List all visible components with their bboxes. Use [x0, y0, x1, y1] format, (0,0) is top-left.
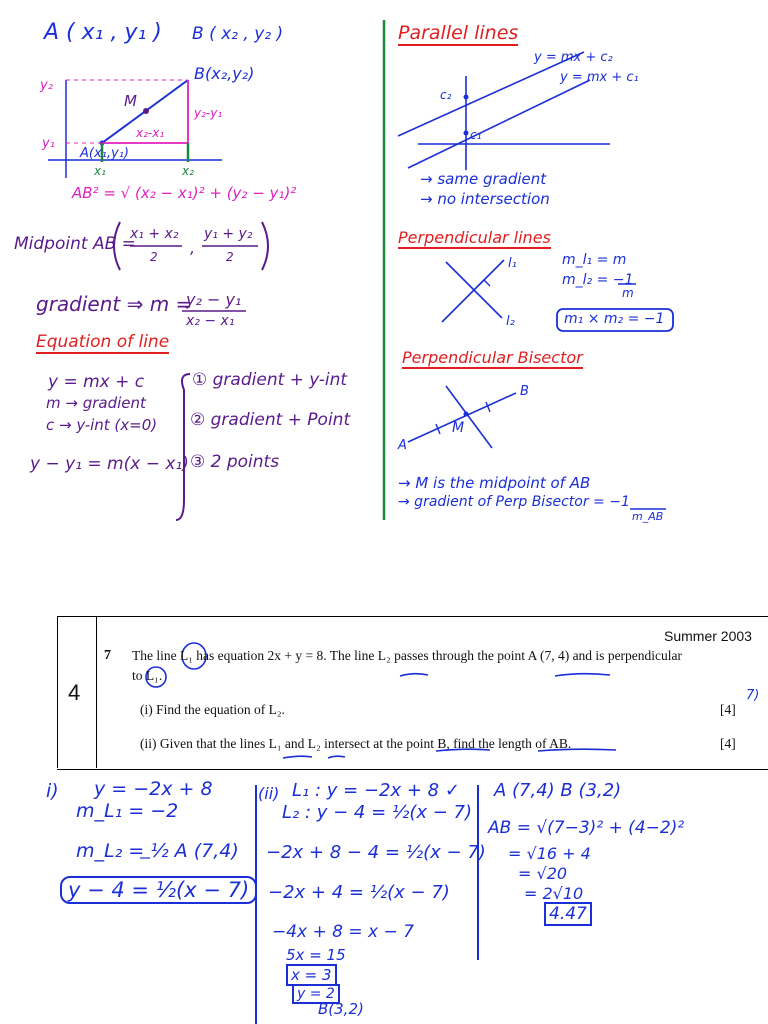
diagram-b-label: B(x₂,y₂) — [194, 64, 255, 83]
diagram-x2-label: x₂ — [182, 164, 194, 178]
question-part-ii: (ii) Given that the lines L₁ and L₂ intersect at the point B, find the length of AB. — [140, 736, 572, 751]
perp-product: m₁ × m₂ = −1 — [564, 311, 665, 327]
working-iii-step-3: = 2√10 — [524, 884, 584, 903]
coord-a-label: A ( x₁ , y₁ ) — [44, 20, 162, 45]
method-2: ② gradient + Point — [190, 410, 351, 430]
method-1: ① gradient + y-int — [192, 370, 348, 390]
working-ii-line-2: L₂ : y − 4 = ½(x − 7) — [282, 802, 473, 823]
perp-m2-den: m — [622, 286, 634, 300]
parallel-c2-label: c₂ — [440, 88, 452, 102]
gradient-den: x₂ − x₁ — [186, 313, 235, 329]
working-iii-answer: 4.47 — [544, 902, 592, 926]
perp-line-l1 — [442, 260, 504, 322]
midpoint-y-num: y₁ + y₂ — [204, 226, 253, 242]
question-source: Summer 2003 — [664, 628, 752, 644]
perp-right-angle — [478, 280, 490, 286]
parallel-eq-1: y = mx + c₂ — [534, 50, 613, 65]
question-number: 7 — [104, 648, 111, 663]
working-ii-y: y = 2 — [292, 984, 340, 1004]
working-i-line-3: m_L₂ = ½ A (7,4) — [76, 840, 239, 862]
perp-l1-label: l₁ — [508, 256, 517, 271]
question-stem-2: to L₁. — [132, 668, 163, 683]
working-ii-b: B(3,2) — [318, 1000, 364, 1018]
parallel-line-2 — [408, 80, 590, 168]
working-ii-line-4: −2x + 4 = ½(x − 7) — [268, 882, 450, 903]
working-ii-x: x = 3 — [286, 964, 337, 986]
working-i-label: i) — [46, 780, 59, 802]
diagram-dx-label: x₂-x₁ — [136, 126, 165, 140]
method-3: ③ 2 points — [190, 452, 280, 472]
gradient-num: y₂ − y₁ — [186, 290, 242, 309]
question-stem-1: The line L₁ has equation 2x + y = 8. The line L₂ passes through the point A (7, 4) and is perpendicular — [132, 648, 683, 663]
diagram-x1-label: x₁ — [94, 164, 106, 178]
working-i-answer: y − 4 = ½(x − 7) — [60, 876, 257, 904]
working-i-line-1: y = −2x + 8 — [94, 778, 213, 800]
perp-m1: m_l₁ = m — [562, 252, 627, 268]
distance-formula: AB² = √ (x₂ − x₁)² + (y₂ − y₁)² — [72, 184, 297, 202]
eq-line-1: y = mx + c — [48, 372, 145, 392]
midpoint-x-num: x₁ + x₂ — [130, 226, 179, 242]
methods-brace — [176, 374, 190, 520]
eq-point-form: y − y₁ = m(x − x₁) — [30, 454, 189, 474]
parallel-eq-2: y = mx + c₁ — [560, 70, 639, 85]
working-ii-line-5: −4x + 8 = x − 7 — [272, 922, 414, 942]
working-iii-ab: AB = √(7−3)² + (4−2)² — [488, 818, 685, 838]
bisector-heading: Perpendicular Bisector — [402, 348, 583, 367]
perp-l2-label: l₂ — [506, 314, 515, 329]
coord-b-label: B ( x₂ , y₂ ) — [192, 24, 284, 44]
bisector-line — [446, 386, 492, 448]
bisector-m-label: M — [452, 420, 465, 436]
working-iii-step-1: = √16 + 4 — [508, 844, 591, 863]
parallel-note-2: → no intersection — [420, 190, 550, 208]
eq-line-3: c → y-int (x=0) — [46, 416, 158, 434]
perp-m2: m_l₂ = −1 — [562, 272, 634, 288]
perp-heading: Perpendicular lines — [398, 228, 551, 247]
question-part-ii-marks: [4] — [720, 736, 736, 751]
midpoint-comma: , — [190, 238, 196, 257]
working-ii-line-6: 5x = 15 — [286, 946, 346, 964]
equation-heading: Equation of line — [36, 332, 170, 352]
bisector-point-m — [464, 412, 469, 417]
working-ii-label: (ii) — [258, 784, 280, 803]
parallel-c2-point — [464, 95, 469, 100]
parallel-c1-point — [464, 131, 469, 136]
midpoint-label: Midpoint AB = — [14, 234, 136, 254]
bisector-b-label: B — [520, 384, 529, 399]
parallel-heading: Parallel lines — [398, 22, 519, 44]
question-part-i: (i) Find the equation of L₂. — [140, 702, 285, 717]
eq-line-2: m → gradient — [46, 394, 146, 412]
working-i-line-2: m_L₁ = −2 — [76, 800, 179, 822]
parallel-c1-label: c₁ — [470, 128, 482, 142]
bisector-note-2: → gradient of Perp Bisector = −1 — [398, 494, 630, 510]
midpoint-x-den: 2 — [150, 250, 158, 264]
midpoint-y-den: 2 — [226, 250, 234, 264]
working-ii-line-3: −2x + 8 − 4 = ½(x − 7) — [266, 842, 486, 863]
question-margin-note: 7) — [746, 688, 760, 703]
working-iii-points: A (7,4) B (3,2) — [494, 780, 622, 801]
working-iii-step-2: = √20 — [518, 864, 568, 883]
working-ii-line-1: L₁ : y = −2x + 8 ✓ — [292, 780, 460, 801]
bisector-note-1: → M is the midpoint of AB — [398, 474, 591, 492]
bisector-a-label: A — [398, 438, 407, 453]
diagram-y1-label: y₁ — [42, 136, 55, 151]
diagram-dy-label: y₂-y₁ — [194, 106, 223, 120]
diagram-y2-label: y₂ — [40, 78, 53, 93]
parallel-note-1: → same gradient — [420, 170, 547, 188]
diagram-m-label: M — [124, 92, 137, 110]
question-part-i-marks: [4] — [720, 702, 736, 717]
diagram-point-m — [143, 108, 149, 114]
gradient-label: gradient ⇒ m = — [36, 292, 193, 316]
midpoint-right-bracket — [262, 222, 268, 270]
bisector-grad-den: m_AB — [632, 510, 664, 523]
question-row-number: 4 — [68, 680, 81, 705]
diagram-a-label: A(x₁,y₁) — [80, 146, 129, 161]
